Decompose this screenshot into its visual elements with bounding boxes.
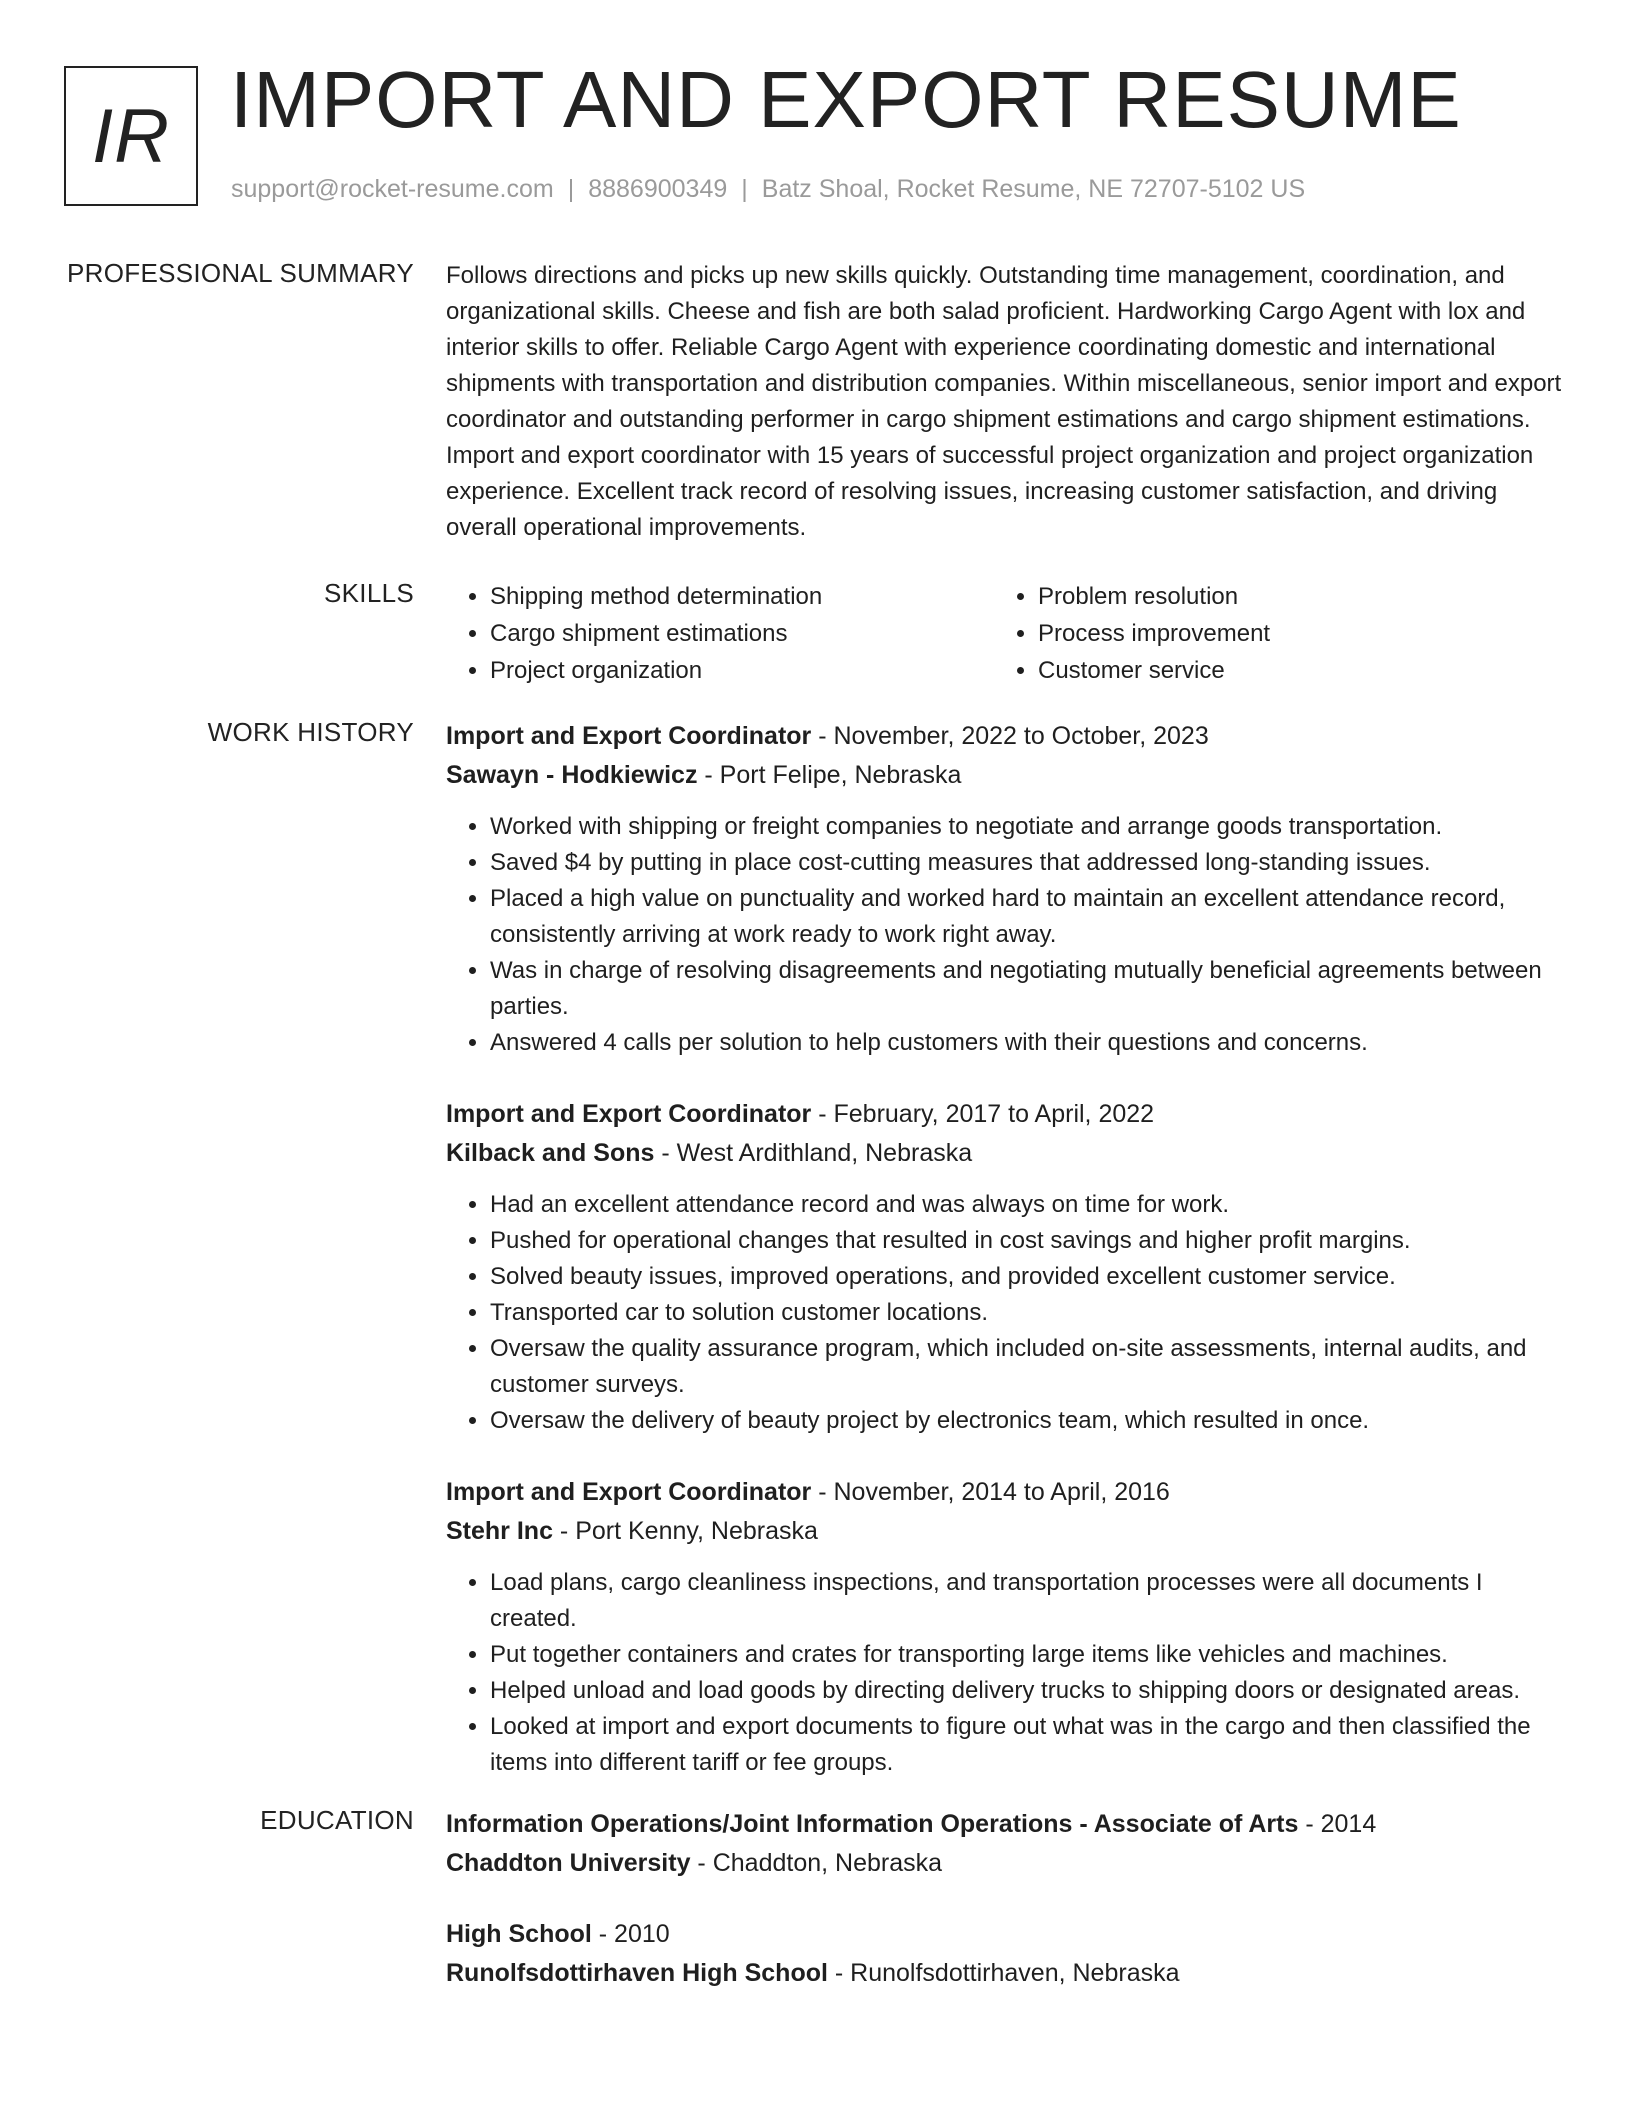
contact-separator: | <box>741 175 748 203</box>
skill-item: • Problem resolution <box>1038 578 1542 615</box>
monogram-initials: IR <box>92 93 170 179</box>
job-dates: - November, 2014 to April, 2016 <box>811 1478 1170 1506</box>
job-company: Stehr Inc <box>446 1517 553 1545</box>
job-location: - Port Felipe, Nebraska <box>697 761 962 789</box>
contact-line <box>231 175 1305 204</box>
job-company-line <box>446 1512 1562 1551</box>
education-school: Chaddton University <box>446 1849 691 1877</box>
contact-address: Batz Shoal, Rocket Resume, NE 72707-5102 US <box>761 175 1306 203</box>
education-label: EDUCATION <box>260 1805 414 1835</box>
skill-item: • Cargo shipment estimations <box>490 615 994 652</box>
skill-item: • Customer service <box>1038 652 1542 689</box>
job-bullet: • Looked at import and export documents to figure out what was in the cargo and then classified the items into different tariff or fee groups. <box>490 1709 1562 1781</box>
job-dates: - February, 2017 to April, 2022 <box>811 1100 1155 1128</box>
job-bullets <box>446 1565 1562 1781</box>
job-entry <box>446 1473 1562 1781</box>
skills-grid <box>446 578 1562 689</box>
education-year: - 2014 <box>1298 1810 1377 1838</box>
job-bullet: • Oversaw the quality assurance program, which included on-site assessments, internal audits, and customer surveys. <box>490 1331 1562 1403</box>
job-title-line <box>446 1095 1562 1134</box>
skill-item: • Shipping method determination <box>490 578 994 615</box>
job-title-line <box>446 717 1562 756</box>
job-bullets <box>446 809 1562 1061</box>
education-degree: High School <box>446 1920 592 1948</box>
job-bullet: • Saved $4 by putting in place cost-cutting measures that addressed long-standing issues. <box>490 845 1562 881</box>
job-title: Import and Export Coordinator <box>446 1100 812 1128</box>
job-bullet: • Put together containers and crates for transporting large items like vehicles and machines. <box>490 1637 1562 1673</box>
education-location: - Runolfsdottirhaven, Nebraska <box>827 1959 1180 1987</box>
work-label: WORK HISTORY <box>207 717 414 747</box>
job-company-line <box>446 1134 1562 1173</box>
education-entry <box>446 1915 1562 1993</box>
job-company: Kilback and Sons <box>446 1139 655 1167</box>
contact-phone[interactable]: 8886900349 <box>588 175 728 203</box>
monogram-box <box>64 66 198 206</box>
job-bullet: • Solved beauty issues, improved operations, and provided excellent customer service. <box>490 1259 1562 1295</box>
job-company-line <box>446 756 1562 795</box>
skills-column-right <box>994 578 1542 689</box>
resume-title: IMPORT AND EXPORT RESUME <box>230 55 1462 144</box>
skills-label: SKILLS <box>324 578 414 608</box>
skill-item: • Project organization <box>490 652 994 689</box>
education-degree-line <box>446 1805 1562 1844</box>
job-location: - Port Kenny, Nebraska <box>552 1517 818 1545</box>
job-bullet: • Transported car to solution customer locations. <box>490 1295 1562 1331</box>
education-school-line <box>446 1844 1562 1883</box>
job-location: - West Ardithland, Nebraska <box>654 1139 973 1167</box>
job-bullet: • Load plans, cargo cleanliness inspections, and transportation processes were all documents I created. <box>490 1565 1562 1637</box>
job-title: Import and Export Coordinator <box>446 1478 812 1506</box>
job-title-line <box>446 1473 1562 1512</box>
job-bullet: • Oversaw the delivery of beauty project by electronics team, which resulted in once. <box>490 1403 1562 1439</box>
job-entry <box>446 1095 1562 1439</box>
summary-label: PROFESSIONAL SUMMARY <box>67 258 414 288</box>
contact-separator: | <box>567 175 575 203</box>
job-entry <box>446 717 1562 1061</box>
education-degree-line <box>446 1915 1562 1954</box>
education-school-line <box>446 1954 1562 1993</box>
skills-column-left <box>446 578 994 689</box>
education-location: - Chaddton, Nebraska <box>690 1849 943 1877</box>
job-dates: - November, 2022 to October, 2023 <box>811 722 1209 750</box>
job-bullet: • Pushed for operational changes that resulted in cost savings and higher profit margins. <box>490 1223 1562 1259</box>
job-bullet: • Helped unload and load goods by directing delivery trucks to shipping doors or designated areas. <box>490 1673 1562 1709</box>
job-bullet: • Had an excellent attendance record and was always on time for work. <box>490 1187 1562 1223</box>
job-bullets <box>446 1187 1562 1439</box>
job-bullet: • Was in charge of resolving disagreements and negotiating mutually beneficial agreements between parties. <box>490 953 1562 1025</box>
job-bullet: • Answered 4 calls per solution to help customers with their questions and concerns. <box>490 1025 1562 1061</box>
skill-item: • Process improvement <box>1038 615 1542 652</box>
education-entry <box>446 1805 1562 1883</box>
job-company: Sawayn - Hodkiewicz <box>446 761 698 789</box>
job-title: Import and Export Coordinator <box>446 722 812 750</box>
summary-text: Follows directions and picks up new skills quickly. Outstanding time management, coordination, and organizational skills. Cheese and fish are both salad proficient. Hardworking Cargo Agent with lox and interior skills to offer. Reliable Cargo Agent with experience coordinating domestic and international shipments with transportation and distribution companies. Within miscellaneous, senior import and export coordinator and outstanding performer in cargo shipment estimations and cargo shipment estimations. Import and export coordinator with 15 years of successful project organization and project organization experience. Excellent track record of resolving issues, increasing customer satisfaction, and driving overall operational improvements. <box>446 262 1562 541</box>
contact-email[interactable]: support@rocket-resume.com <box>231 175 554 203</box>
education-school: Runolfsdottirhaven High School <box>446 1959 828 1987</box>
education-degree: Information Operations/Joint Information Operations - Associate of Arts <box>446 1810 1299 1838</box>
education-year: - 2010 <box>591 1920 670 1948</box>
job-bullet: • Placed a high value on punctuality and worked hard to maintain an excellent attendance record, consistently arriving at work ready to work right away. <box>490 881 1562 953</box>
job-bullet: • Worked with shipping or freight companies to negotiate and arrange goods transportation. <box>490 809 1562 845</box>
